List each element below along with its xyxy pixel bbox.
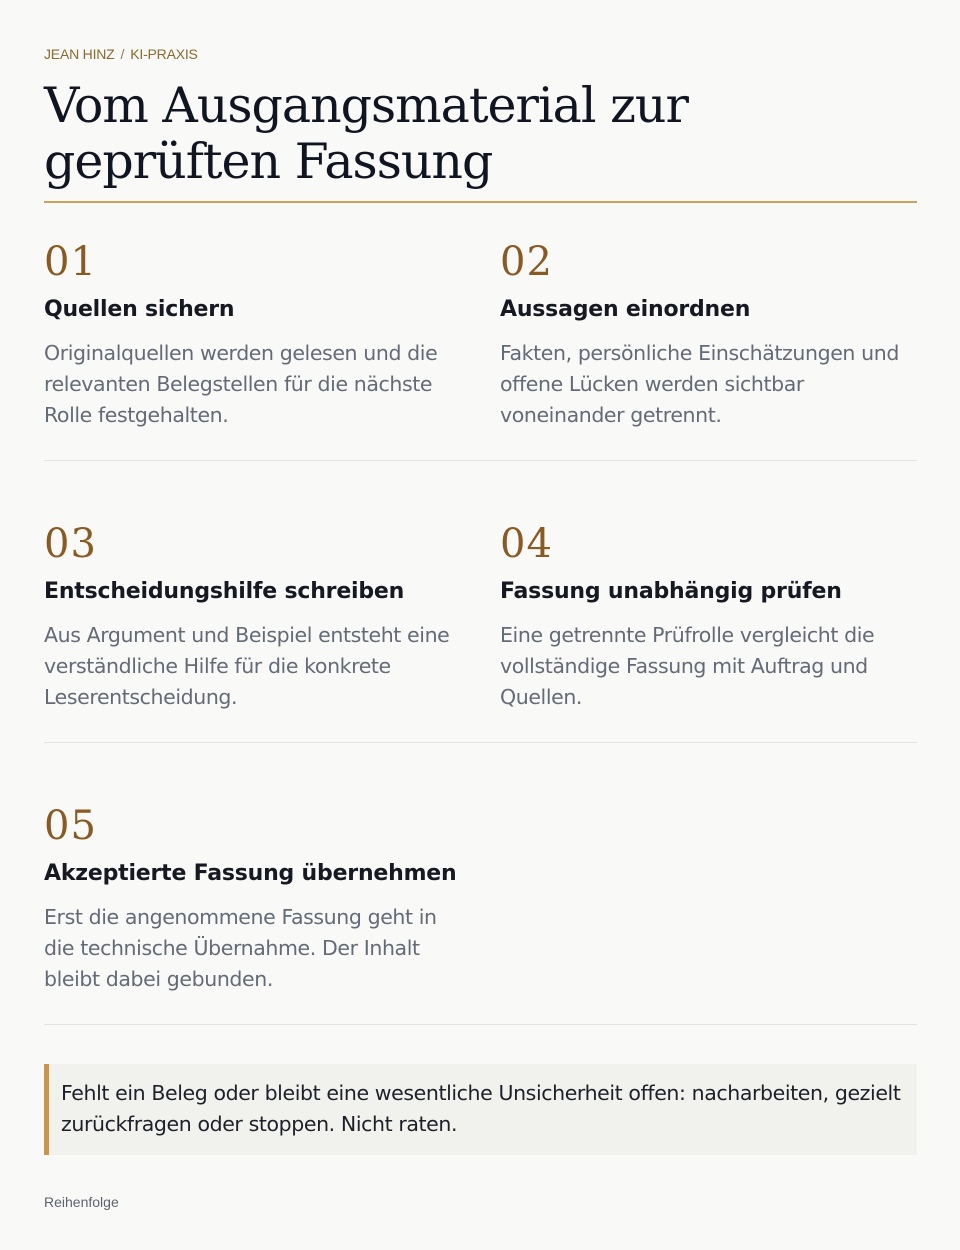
step-04 bbox=[500, 522, 920, 713]
step-heading: Fassung unabhängig prüfen bbox=[500, 579, 842, 604]
row-divider bbox=[44, 1024, 917, 1025]
row-divider bbox=[44, 460, 917, 461]
warning-callout bbox=[44, 1064, 917, 1155]
breadcrumb-author[interactable]: JEAN HINZ bbox=[44, 46, 115, 62]
breadcrumb bbox=[44, 46, 198, 62]
page-title: Vom Ausgangsmaterial zur geprüften Fassung bbox=[44, 77, 688, 190]
step-number: 04 bbox=[500, 521, 553, 567]
breadcrumb-section[interactable]: KI-PRAXIS bbox=[130, 46, 198, 62]
step-heading: Entscheidungshilfe schreiben bbox=[44, 579, 405, 604]
step-body: Eine getrennte Prüfrolle vergleicht die vollständige Fassung mit Auftrag und Quellen. bbox=[500, 623, 875, 709]
step-heading: Quellen sichern bbox=[44, 297, 235, 322]
step-heading: Aussagen einordnen bbox=[500, 297, 751, 322]
callout-text: Fehlt ein Beleg oder bleibt eine wesentliche Unsicherheit offen: nacharbeiten, gezielt zurückfragen oder stoppen. Nicht raten. bbox=[61, 1081, 901, 1136]
row-divider bbox=[44, 742, 917, 743]
step-number: 01 bbox=[44, 239, 97, 285]
step-body: Originalquellen werden gelesen und die relevanten Belegstellen für die nächste Rolle festgehalten. bbox=[44, 341, 438, 427]
title-divider bbox=[44, 201, 917, 203]
step-03 bbox=[44, 522, 464, 713]
footer-label: Reihenfolge bbox=[44, 1194, 119, 1210]
step-02 bbox=[500, 240, 920, 431]
step-05 bbox=[44, 804, 464, 995]
step-number: 02 bbox=[500, 239, 553, 285]
step-01 bbox=[44, 240, 464, 431]
breadcrumb-separator: / bbox=[120, 46, 125, 62]
step-body: Erst die angenommene Fassung geht in die technische Übernahme. Der Inhalt bleibt dabei gebunden. bbox=[44, 905, 437, 991]
step-number: 03 bbox=[44, 521, 97, 567]
step-body: Aus Argument und Beispiel entsteht eine verständliche Hilfe für die konkrete Leserentscheidung. bbox=[44, 623, 450, 709]
step-heading: Akzeptierte Fassung übernehmen bbox=[44, 861, 457, 886]
step-body: Fakten, persönliche Einschätzungen und offene Lücken werden sichtbar voneinander getrennt. bbox=[500, 341, 899, 427]
step-number: 05 bbox=[44, 803, 97, 849]
